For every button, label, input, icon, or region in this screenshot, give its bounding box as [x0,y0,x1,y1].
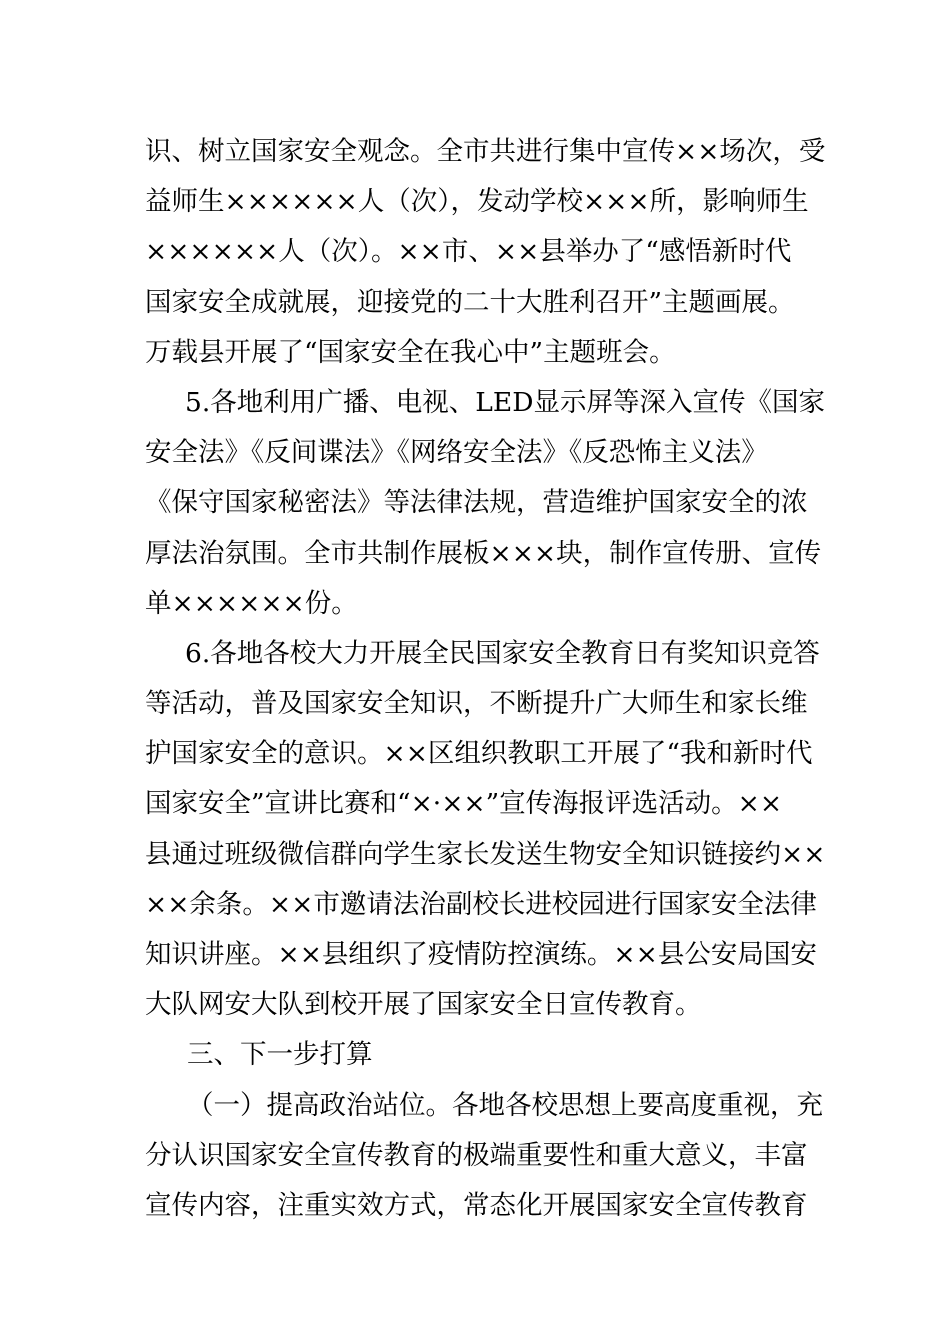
text-line: 万载县开展了“国家安全在我心中”主题班会。 [145,336,676,368]
document-body [145,127,826,1231]
text-line: 安全法》《反间谍法》《网络安全法》《反恐怖主义法》 [145,437,768,469]
text-line: ××××××人（次）。××市、××县举办了“感悟新时代 [145,236,792,268]
text-line: 厚法治氛围。全市共制作展板×××块，制作宣传册、宣传 [145,537,822,569]
text-line: 单××××××份。 [145,587,358,619]
text-line: 大队网安大队到校开展了国家安全日宣传教育。 [145,989,702,1021]
text-line: 《保守国家秘密法》等法律法规，营造维护国家安全的浓 [145,487,808,519]
text-line: 国家安全”宣讲比赛和“×·××”宣传海报评选活动。×× [145,788,783,820]
text-line: 知识讲座。××县组织了疫情防控演练。××县公安局国安 [145,939,817,970]
text-line: ××余条。××市邀请法治副校长进校园进行国家安全法律 [145,888,817,920]
text-line: 县通过班级微信群向学生家长发送生物安全知识链接约×× [145,838,826,870]
paragraph-start-line: 6.各地各校大力开展全民国家安全教育日有奖知识竞答 [185,637,820,669]
text-line: 分认识国家安全宣传教育的极端重要性和重大意义，丰富 [145,1139,808,1171]
text-line: 国家安全成就展，迎接党的二十大胜利召开”主题画展。 [145,286,795,318]
text-line: 识、树立国家安全观念。全市共进行集中宣传××场次，受 [145,136,826,167]
text-line: 益师生××××××人（次），发动学校×××所，影响师生 [145,186,809,218]
subsection-start-line: （一）提高政治站位。各地各校思想上要高度重视，充 [187,1089,823,1121]
text-line: 等活动，普及国家安全知识，不断提升广大师生和家长维 [145,688,808,720]
paragraph-start-line: 5.各地利用广播、电视、LED显示屏等深入宣传《国家 [185,386,825,418]
text-line: 护国家安全的意识。××区组织教职工开展了“我和新时代 [145,738,813,770]
text-line: 宣传内容，注重实效方式，常态化开展国家安全宣传教育 [145,1189,808,1221]
section-heading: 三、下一步打算 [187,1039,373,1071]
